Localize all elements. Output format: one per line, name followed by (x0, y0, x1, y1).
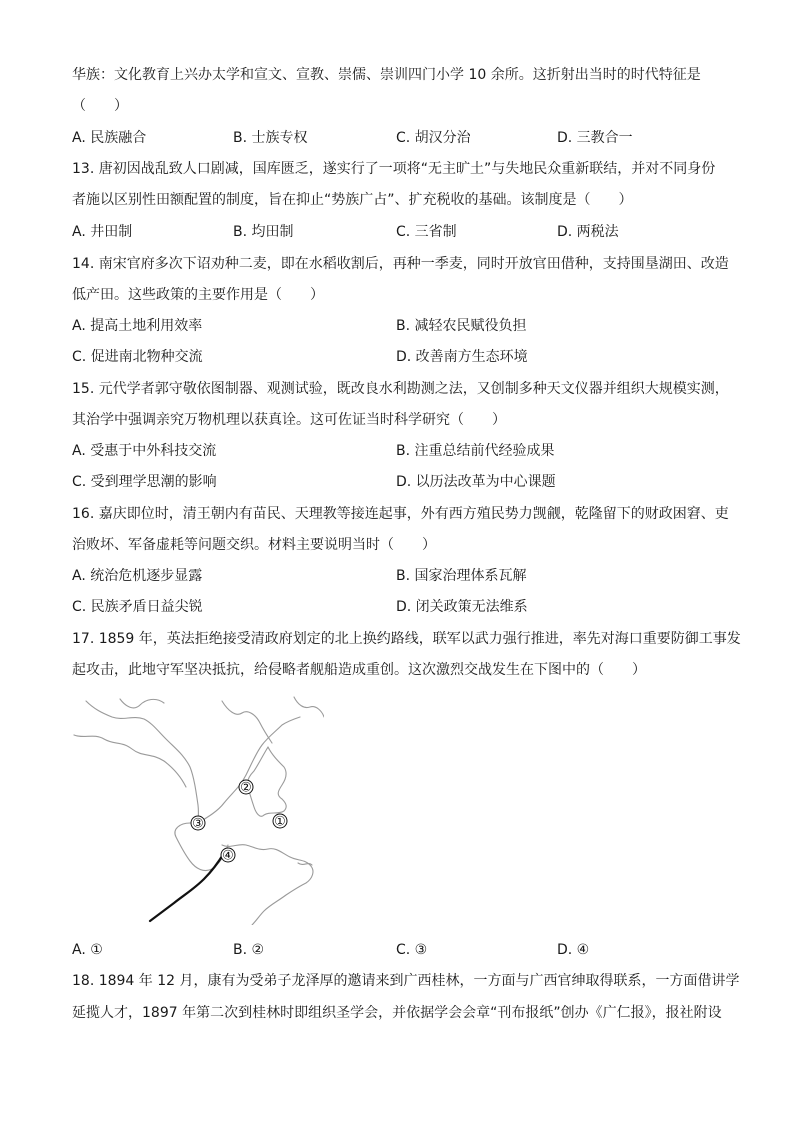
q14-option-b: B. 减轻农民赋役负担 (396, 318, 527, 334)
coastline-map (72, 695, 324, 925)
line-q15-stem-1: 15. 元代学者郭守敬依图制器、观测试验，既改良水利勘测之法，又创制多种天文仪器并组织大规模实测， (72, 381, 729, 397)
map-river-northwest (120, 699, 164, 708)
map-river-north (86, 701, 198, 823)
q13-option-b: B. 均田制 (233, 224, 294, 240)
line-q16-stem-1: 16. 嘉庆即位时，清王朝内有苗民、天理教等接连起事，外有西方殖民势力觊觎，乾隆留下的财政困窘、吏 (72, 506, 729, 522)
map-river-northeast (222, 701, 272, 743)
line-q16-stem-2: 治败坏、军备虚耗等问题交织。材料主要说明当时（ ） (72, 537, 436, 553)
line-q12-stem: 华族：文化教育上兴办太学和宣文、宣教、崇儒、崇训四门小学 10 余所。这折射出当时的时代特征是 (72, 67, 701, 83)
line-q17-stem-2: 起攻击，此地守军坚决抵抗，给侵略者舰船造成重创。这次激烈交战发生在下图中的（ ） (72, 662, 646, 678)
q16-option-a: A. 统治危机逐步显露 (72, 568, 203, 584)
q13-option-a: A. 井田制 (72, 224, 133, 240)
q12-option-c: C. 胡汉分治 (396, 130, 471, 146)
q16-option-b: B. 国家治理体系瓦解 (396, 568, 527, 584)
q16-option-d: D. 闭关政策无法维系 (396, 599, 528, 615)
map-coast-bay-north (198, 717, 300, 823)
map-marker-3: ③ (192, 816, 204, 832)
q15-option-a: A. 受惠于中外科技交流 (72, 443, 217, 459)
q17-option-a: A. ① (72, 942, 103, 958)
q16-option-c: C. 民族矛盾日益尖锐 (72, 599, 203, 615)
map-marker-1: ① (274, 814, 286, 830)
map-peninsula-outline (247, 747, 286, 816)
line-q13-stem-2: 者施以区别性田额配置的制度，旨在抑止“势族广占”、扩充税收的基础。该制度是（ ） (72, 192, 633, 208)
q15-option-b: B. 注重总结前代经验成果 (396, 443, 555, 459)
map-marker-2: ② (240, 780, 252, 796)
q17-option-c: C. ③ (396, 942, 428, 958)
line-q13-stem-1: 13. 唐初因战乱致人口剧减，国库匮乏，遂实行了一项将“无主旷土”与失地民众重新联结，并对不同身份 (72, 161, 716, 177)
q14-option-c: C. 促进南北物种交流 (72, 349, 203, 365)
q15-option-c: C. 受到理学思潮的影响 (72, 474, 217, 490)
line-q14-stem-2: 低产田。这些政策的主要作用是（ ） (72, 287, 324, 303)
line-q14-stem-1: 14. 南宋官府多次下诏劝种二麦，即在水稻收割后，再种一季麦，同时开放官田借种，支持围垦湖田、改造 (72, 256, 729, 272)
map-highlight-river (150, 853, 224, 921)
line-q15-stem-2: 其治学中强调亲究万物机理以获真诠。这可佐证当时科学研究（ ） (72, 412, 506, 428)
line-q17-stem-1: 17. 1859 年，英法拒绝接受清政府划定的北上换约路线，联军以武力强行推进，率先对海口重要防御工事发 (72, 631, 741, 647)
line-q18-stem-2: 延揽人才，1897 年第二次到桂林时即组织圣学会，并依据学会会章“刊布报纸”创办《广仁报》，报社附设 (72, 1005, 722, 1021)
q14-option-d: D. 改善南方生态环境 (396, 349, 528, 365)
line-q18-stem-1: 18. 1894 年 12 月，康有为受弟子龙泽厚的邀请来到广西桂林，一方面与广西官绅取得联系，一方面借讲学 (72, 973, 740, 989)
q14-option-a: A. 提高土地利用效率 (72, 318, 203, 334)
q12-option-a: A. 民族融合 (72, 130, 147, 146)
q12-option-b: B. 士族专权 (233, 130, 308, 146)
q17-option-d: D. ④ (557, 942, 590, 958)
q13-option-d: D. 两税法 (557, 224, 619, 240)
map-coast-east (222, 845, 313, 925)
map-river-east-upper (294, 697, 324, 717)
q15-option-d: D. 以历法改革为中心课题 (396, 474, 556, 490)
q17-option-b: B. ② (233, 942, 265, 958)
map-marker-4: ④ (222, 848, 234, 864)
q12-option-d: D. 三教合一 (557, 130, 633, 146)
line-q12-paren: （ ） (72, 98, 128, 114)
q13-option-c: C. 三省制 (396, 224, 457, 240)
